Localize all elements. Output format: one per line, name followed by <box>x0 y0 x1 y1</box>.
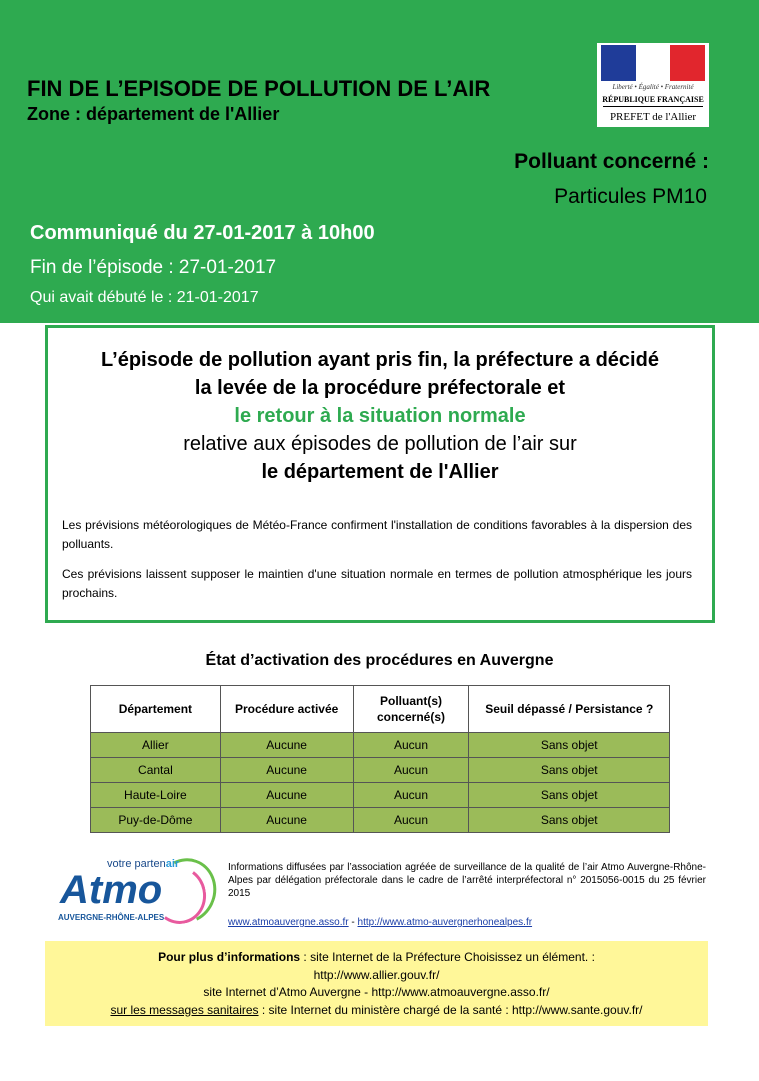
notice-line-4: relative aux épisodes de pollution de l’air sur <box>183 433 577 455</box>
cell-polluant: Aucun <box>353 808 469 833</box>
cell-departement: Cantal <box>91 758 221 783</box>
cell-seuil: Sans objet <box>469 758 670 783</box>
logo-divider <box>603 106 703 107</box>
atmo-auvergne-link[interactable]: www.atmoauvergne.asso.fr <box>228 917 349 928</box>
header-departement: Département <box>91 686 221 733</box>
french-flag-icon <box>601 45 705 81</box>
cell-procedure: Aucune <box>220 808 353 833</box>
notice-line-1: L’épisode de pollution ayant pris fin, la préfecture a décidé <box>101 349 659 371</box>
notice-line-5: le département de l'Allier <box>261 461 499 483</box>
notice-box <box>45 325 715 623</box>
cell-procedure: Aucune <box>220 758 353 783</box>
header-procedure: Procédure activée <box>220 686 353 733</box>
table-header-row <box>91 686 670 733</box>
cell-seuil: Sans objet <box>469 733 670 758</box>
notice-headline <box>48 346 712 486</box>
cell-departement: Puy-de-Dôme <box>91 808 221 833</box>
more-info-label: Pour plus d’informations <box>158 950 301 964</box>
cell-seuil: Sans objet <box>469 783 670 808</box>
procedures-table <box>90 685 670 833</box>
atmo-tagline-prefix: votre parten <box>107 858 166 870</box>
atmo-region: AUVERGNE-RHÔNE-ALPES <box>58 913 165 922</box>
forecast-paragraph: Les prévisions météorologiques de Météo-France confirment l'installation de conditions favorables à la dispersion des polluants. <box>62 518 692 551</box>
cell-procedure: Aucune <box>220 733 353 758</box>
atmo-name: Atmo <box>60 868 163 912</box>
atmo-aura-link[interactable]: http://www.atmo-auvergnerhonealpes.fr <box>357 917 533 928</box>
episode-start-date: Qui avait débuté le : 21-01-2017 <box>30 289 259 306</box>
more-info-line-1 <box>45 949 708 967</box>
table-row <box>91 733 670 758</box>
atmo-site-line[interactable]: site Internet d’Atmo Auvergne - http://www.atmoauvergne.asso.fr/ <box>203 985 550 999</box>
table-row <box>91 808 670 833</box>
page-title: FIN DE L’EPISODE DE POLLUTION DE L’AIR <box>27 76 491 101</box>
cell-polluant: Aucun <box>353 758 469 783</box>
more-info-line-4 <box>45 1002 708 1020</box>
health-ministry-text[interactable]: : site Internet du ministère chargé de la santé : http://www.sante.gouv.fr/ <box>258 1002 643 1017</box>
more-info-box <box>45 941 708 1026</box>
republic-motto: Liberté • Égalité • Fraternité <box>612 83 694 91</box>
legal-info: Informations diffusées par l’association agréée de surveillance de la qualité de l’air Atmo Auvergne-Rhône-Alpes par délégation préfectorale dans le cadre de l’arrêté interpréfectoral n° 2015056-0015 du 25 février 2015 <box>228 862 706 899</box>
prefecture-url[interactable]: http://www.allier.gouv.fr/ <box>313 967 440 982</box>
atmo-tagline-air: air <box>165 858 180 870</box>
pollutant-title: Polluant concerné : <box>514 150 709 173</box>
header-seuil: Seuil dépassé / Persistance ? <box>469 686 670 733</box>
republique-francaise-logo <box>597 43 709 127</box>
table-row <box>91 783 670 808</box>
table-row <box>91 758 670 783</box>
republic-name: RÉPUBLIQUE FRANÇAISE <box>602 95 704 104</box>
prefet-label: PREFET de l'Allier <box>609 111 697 123</box>
atmo-logo <box>55 858 215 928</box>
more-info-text <box>45 949 708 1019</box>
cell-departement: Allier <box>91 733 221 758</box>
table-title: État d’activation des procédures en Auvergne <box>205 652 554 669</box>
communique-date: Communiqué du 27-01-2017 à 10h00 <box>30 222 375 244</box>
prefecture-site-text: : site Internet de la Préfecture Choisissez un élément. : <box>300 950 595 964</box>
cell-seuil: Sans objet <box>469 808 670 833</box>
pollutant-value: Particules PM10 <box>554 185 707 208</box>
outlook-paragraph: Ces prévisions laissent supposer le maintien d'une situation normale en termes de pollution atmosphérique les jours prochains. <box>62 567 692 600</box>
atmo-links <box>228 917 532 928</box>
cell-procedure: Aucune <box>220 783 353 808</box>
sanitary-messages-label[interactable]: sur les messages sanitaires <box>110 1002 259 1017</box>
header-polluant-label: Polluant(s) concerné(s) <box>376 694 445 724</box>
cell-polluant: Aucun <box>353 783 469 808</box>
link-separator: - <box>348 917 358 928</box>
zone-label: Zone : département de l'Allier <box>27 104 280 124</box>
cell-departement: Haute-Loire <box>91 783 221 808</box>
header-polluant <box>353 686 469 733</box>
notice-line-2: la levée de la procédure préfectorale et <box>194 377 566 399</box>
cell-polluant: Aucun <box>353 733 469 758</box>
notice-line-3: le retour à la situation normale <box>234 405 526 427</box>
episode-end-date: Fin de l’épisode : 27-01-2017 <box>30 257 277 278</box>
alert-header <box>0 0 759 323</box>
